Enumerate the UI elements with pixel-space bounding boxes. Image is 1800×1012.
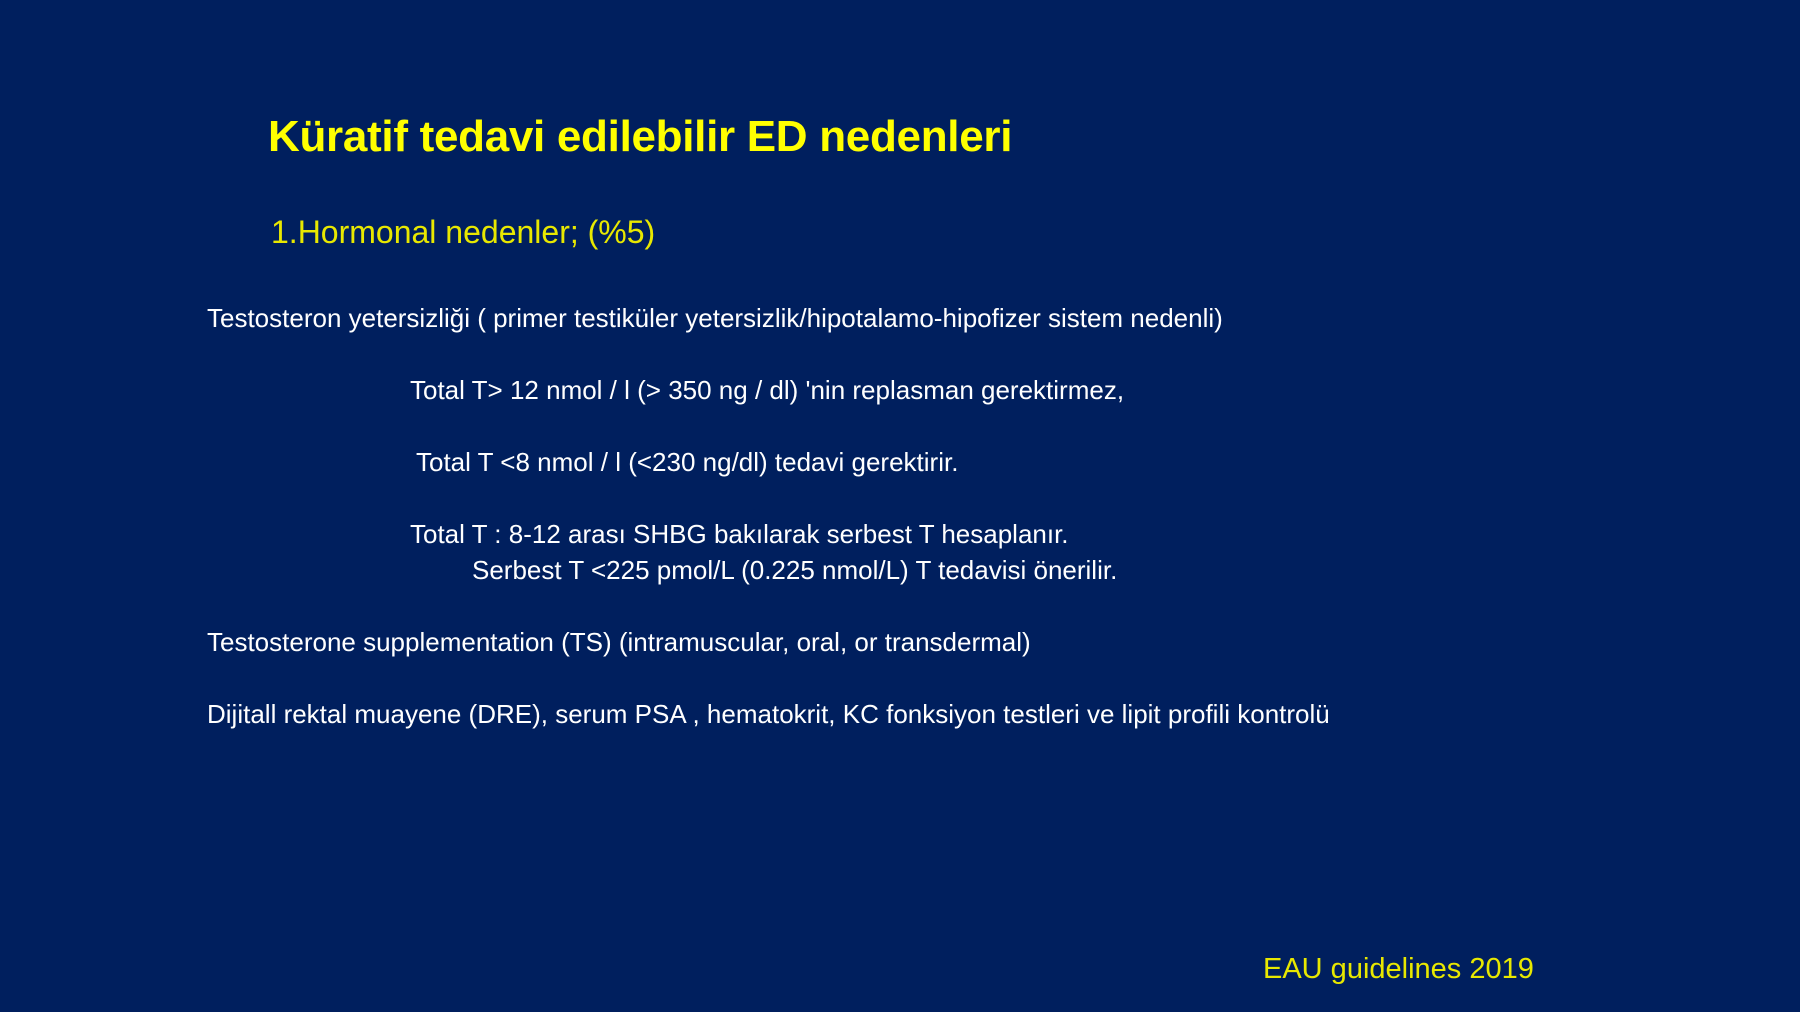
slide-title: Küratif tedavi edilebilir ED nedenleri	[268, 112, 1013, 161]
free-t-line: Serbest T <225 pmol/L (0.225 nmol/L) T tedavisi önerilir.	[472, 555, 1118, 585]
testosterone-deficiency-line: Testosteron yetersizliği ( primer testiküler yetersizlik/hipotalamo-hipofizer sistem nedenli)	[207, 303, 1223, 333]
monitoring-line: Dijitall rektal muayene (DRE), serum PSA , hematokrit, KC fonksiyon testleri ve lipit profili kontrolü	[207, 699, 1330, 729]
threshold-low-line: Total T <8 nmol / l (<230 ng/dl) tedavi gerektirir.	[416, 447, 959, 477]
slide-subtitle: 1.Hormonal nedenler; (%5)	[271, 214, 656, 250]
threshold-high-line: Total T> 12 nmol / l (> 350 ng / dl) 'nin replasman gerektirmez,	[410, 375, 1125, 405]
supplementation-line: Testosterone supplementation (TS) (intramuscular, oral, or transdermal)	[207, 627, 1031, 657]
threshold-mid-line: Total T : 8-12 arası SHBG bakılarak serbest T hesaplanır.	[410, 519, 1069, 549]
source-citation: EAU guidelines 2019	[1263, 953, 1534, 985]
